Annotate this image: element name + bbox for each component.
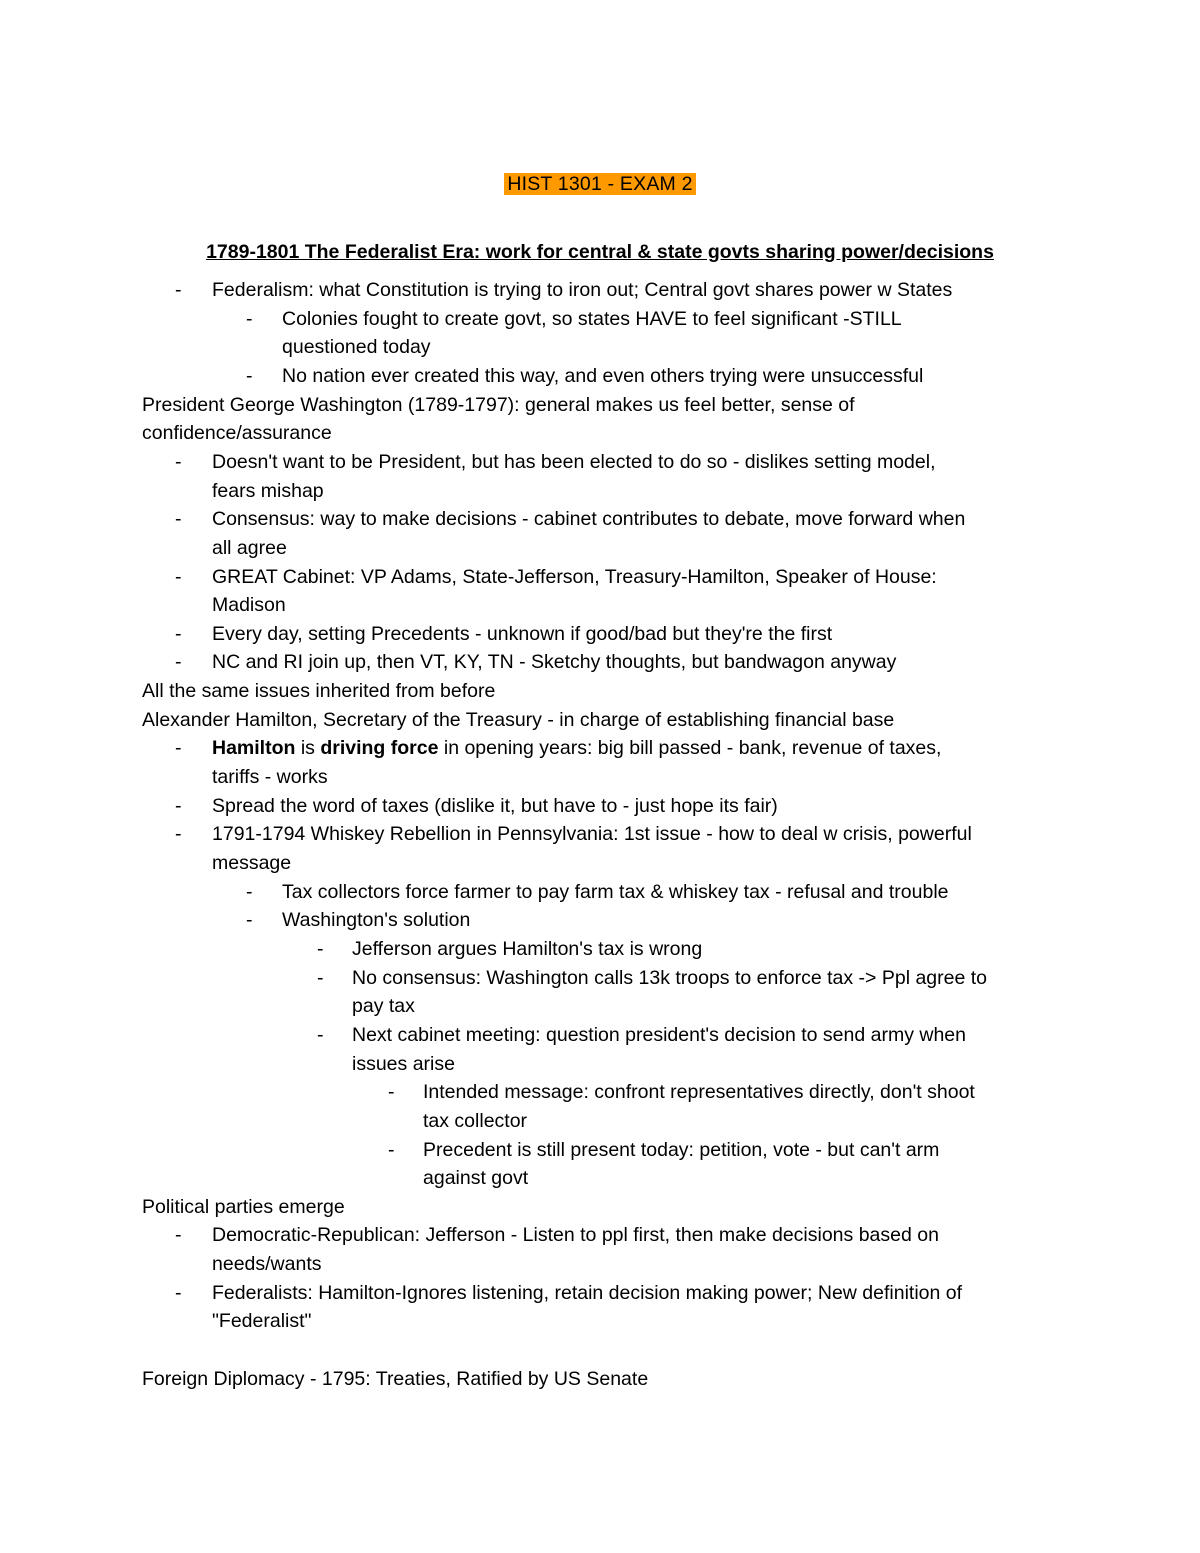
list-item-line: NC and RI join up, then VT, KY, TN - Sketchy thoughts, but bandwagon anyway xyxy=(212,651,897,674)
bullet-dash: - xyxy=(246,909,253,932)
text-segment: is xyxy=(295,737,321,760)
list-item-line: Federalists: Hamilton-Ignores listening, retain decision making power; New definition of xyxy=(212,1281,963,1304)
list-item-line: No nation ever created this way, and even others trying were unsuccessful xyxy=(282,364,924,387)
bullet-dash: - xyxy=(246,364,253,387)
bullet-dash: - xyxy=(175,1281,182,1304)
paragraph-line: Political parties emerge xyxy=(142,1195,345,1218)
bullet-dash: - xyxy=(175,823,182,846)
list-item-line: Washington's solution xyxy=(282,909,471,932)
bullet-dash: - xyxy=(317,937,324,960)
bullet-dash: - xyxy=(317,966,324,989)
list-item-line: Jefferson argues Hamilton's tax is wrong xyxy=(352,937,703,960)
list-item-line: Every day, setting Precedents - unknown if good/bad but they're the first xyxy=(212,622,833,645)
bullet-dash: - xyxy=(388,1081,395,1104)
list-item-line: Next cabinet meeting: question president's decision to send army when xyxy=(352,1023,966,1046)
bold-text: driving force xyxy=(320,737,439,760)
list-item-line: message xyxy=(212,852,292,874)
bullet-dash: - xyxy=(317,1023,324,1046)
bullet-dash: - xyxy=(175,279,182,301)
bullet-dash: - xyxy=(175,737,182,760)
paragraph-line: Foreign Diplomacy - 1795: Treaties, Ratified by US Senate xyxy=(142,1367,649,1390)
list-item-line: all agree xyxy=(212,536,287,559)
paragraph-line: Alexander Hamilton, Secretary of the Treasury - in charge of establishing financial base xyxy=(142,708,895,731)
list-item-line: Spread the word of taxes (dislike it, but have to - just hope its fair) xyxy=(212,794,778,817)
bullet-dash: - xyxy=(246,307,253,330)
list-item-line: tariffs - works xyxy=(212,766,328,789)
list-item-line: against govt xyxy=(423,1167,529,1190)
list-item-line: tax collector xyxy=(423,1109,528,1132)
title-line xyxy=(0,172,1200,196)
list-item-line: questioned today xyxy=(282,336,431,359)
bullet-dash: - xyxy=(175,450,182,473)
paragraph-line: President George Washington (1789-1797): general makes us feel better, sense of xyxy=(142,393,855,416)
document-title: HIST 1301 - EXAM 2 xyxy=(504,173,695,195)
list-item-line: Consensus: way to make decisions - cabinet contributes to debate, move forward when xyxy=(212,508,966,531)
list-item-line: Colonies fought to create govt, so states HAVE to feel significant -STILL xyxy=(282,307,902,330)
bullet-dash: - xyxy=(388,1138,395,1161)
list-item-line: Tax collectors force farmer to pay farm tax & whiskey tax - refusal and trouble xyxy=(282,880,949,903)
section-heading: 1789-1801 The Federalist Era: work for central & state govts sharing power/decisions xyxy=(206,241,994,263)
paragraph-line: confidence/assurance xyxy=(142,422,332,445)
list-item-line: "Federalist" xyxy=(212,1310,312,1333)
list-item-line: 1791-1794 Whiskey Rebellion in Pennsylvania: 1st issue - how to deal w crisis, powerful xyxy=(212,823,972,846)
list-item-line: Democratic-Republican: Jefferson - Listen to ppl first, then make decisions based on xyxy=(212,1224,939,1247)
bullet-dash: - xyxy=(175,651,182,674)
bullet-dash: - xyxy=(175,1224,182,1247)
bold-text: Hamilton xyxy=(212,737,296,760)
list-item-line: fears mishap xyxy=(212,479,324,502)
bullet-dash: - xyxy=(246,880,253,903)
bullet-dash: - xyxy=(175,508,182,531)
list-item-line: No consensus: Washington calls 13k troops to enforce tax -> Ppl agree to xyxy=(352,966,987,989)
list-item-line: Madison xyxy=(212,594,286,617)
list-item-line: pay tax xyxy=(352,995,415,1018)
list-item-line: needs/wants xyxy=(212,1253,322,1276)
list-item-line: GREAT Cabinet: VP Adams, State-Jefferson, Treasury-Hamilton, Speaker of House: xyxy=(212,565,937,588)
list-item-line: Intended message: confront representatives directly, don't shoot xyxy=(423,1081,975,1104)
list-item-line: Precedent is still present today: petition, vote - but can't arm xyxy=(423,1138,940,1161)
list-item-line: Doesn't want to be President, but has been elected to do so - dislikes setting model, xyxy=(212,450,936,473)
bullet-dash: - xyxy=(175,565,182,588)
bullet-dash: - xyxy=(175,794,182,817)
list-item-line xyxy=(212,736,941,760)
text-segment: in opening years: big bill passed - bank, revenue of taxes, xyxy=(438,737,942,760)
bullet-dash: - xyxy=(175,622,182,645)
paragraph-line: All the same issues inherited from before xyxy=(142,680,496,703)
list-item-line: Federalism: what Constitution is trying to iron out; Central govt shares power w States xyxy=(212,279,953,301)
list-item-line: issues arise xyxy=(352,1052,455,1075)
